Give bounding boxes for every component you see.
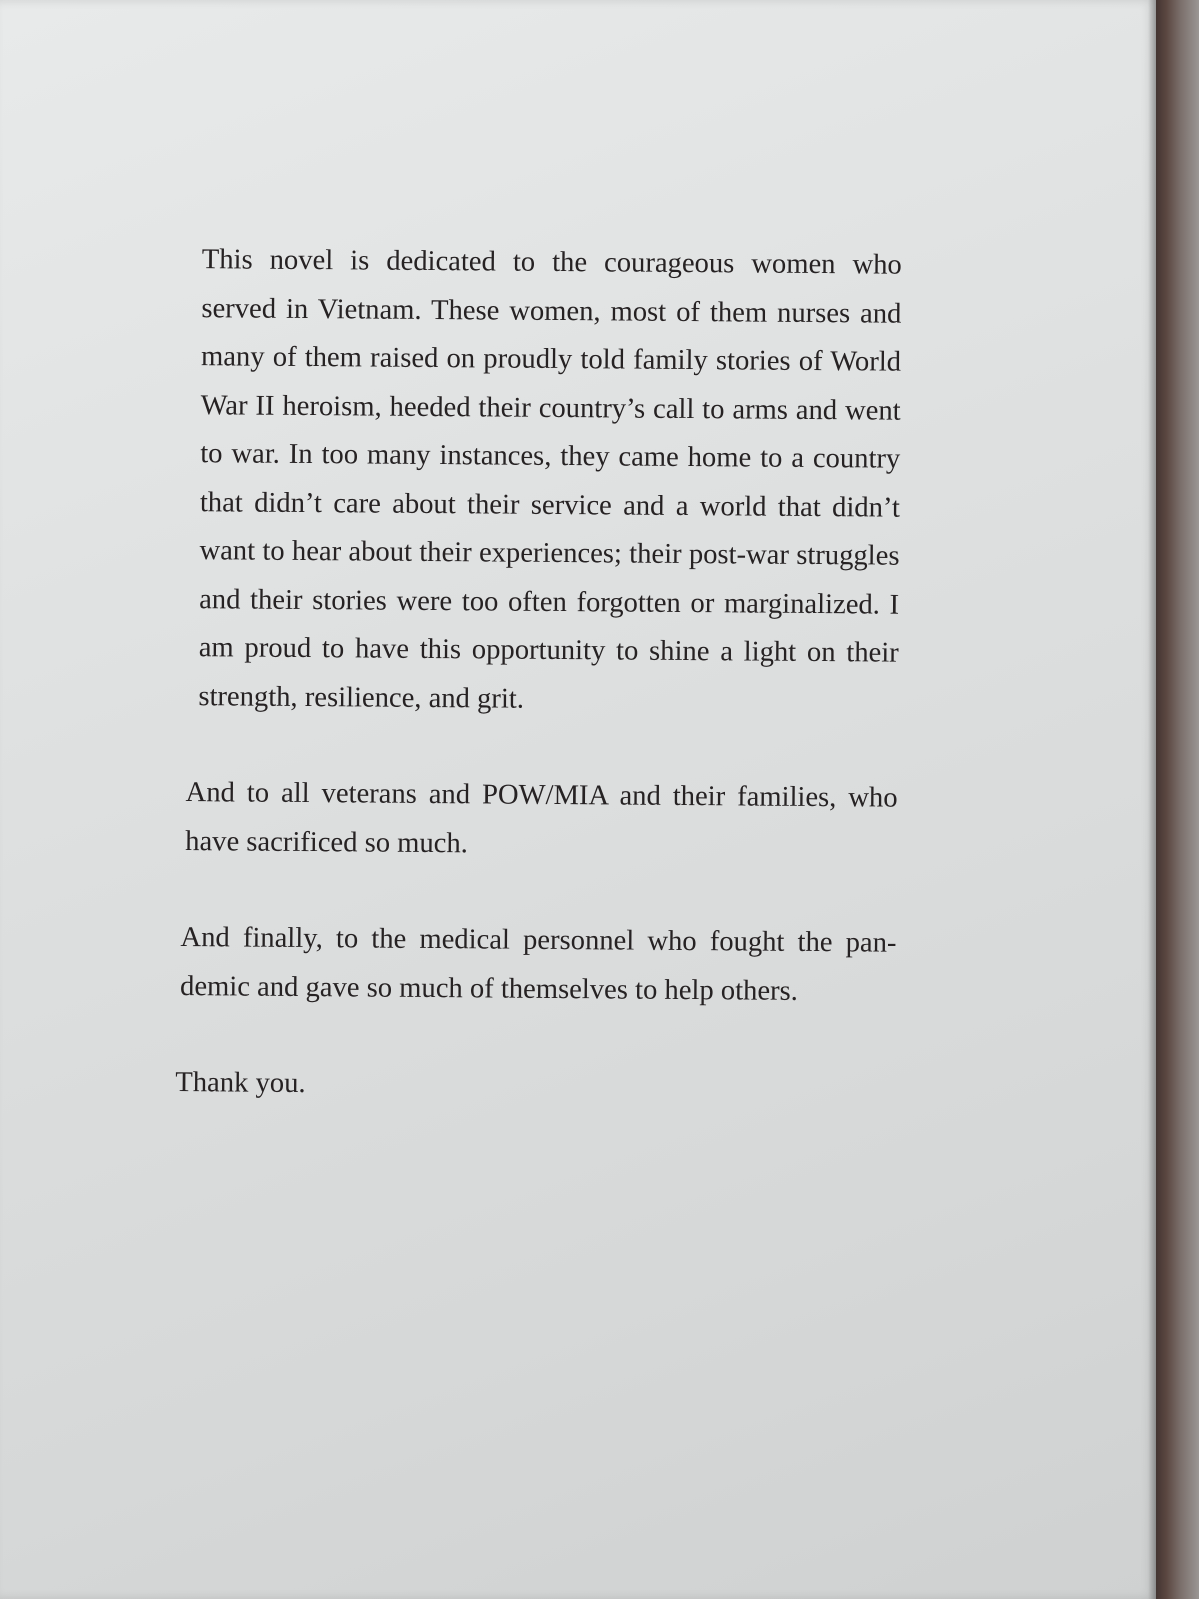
dedication-paragraph-veterans: And to all veterans and POW/MIA and their families, who have sacrificed so much. <box>185 777 898 859</box>
dedication-thank-you: Thank you. <box>175 1066 306 1100</box>
dedication-paragraph-women: This novel is dedicated to the courageous women who served in Vietnam. These women, most of them nurses and many of them raised on proudly told family stories of World War II heroism, heeded their country’s call to arms and went to war. In too many instances, they came home to a country that didn’t care about their service and a world that didn’t want to hear about their experiences; their post-war struggles and their stories were too often forgotten or marginalized. I am proud to have this opportunity to shine a light on their strength, resilience, and grit. <box>198 244 902 715</box>
dedication-text <box>173 236 922 1113</box>
book-cover-edge <box>1152 0 1199 1599</box>
dedication-paragraph-medical: And finally, to the medical personnel who fought the pan-demic and gave so much of themselves to help others. <box>179 922 897 1007</box>
